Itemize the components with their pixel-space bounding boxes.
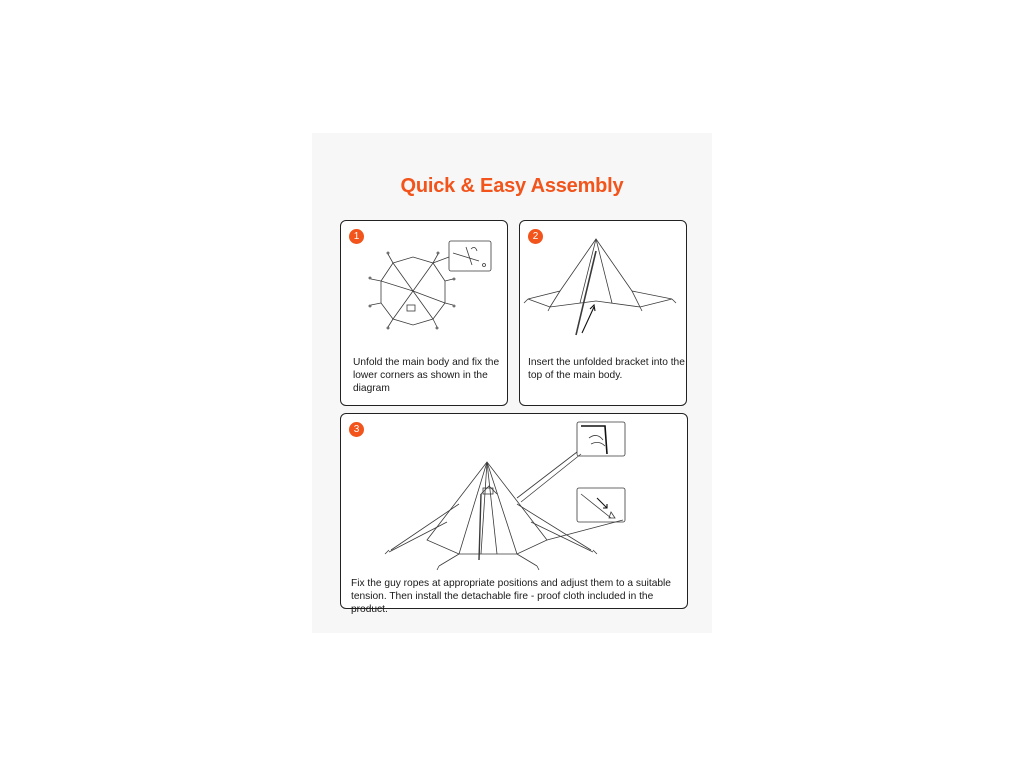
step-1-caption: Unfold the main body and fix the lower corners as shown in the diagram xyxy=(353,357,500,394)
step-2-caption: Insert the unfolded bracket into the top of the main body. xyxy=(528,357,685,381)
tent-floor-octagon-illustration xyxy=(341,221,509,356)
page-title: Quick & Easy Assembly xyxy=(400,175,624,197)
assembly-card xyxy=(312,133,712,633)
step-1-panel xyxy=(340,220,508,406)
tent-pole-insert-illustration xyxy=(520,221,688,356)
step-2-badge: 2 xyxy=(528,229,543,244)
step-2-panel xyxy=(519,220,687,406)
step-3-caption: Fix the guy ropes at appropriate positions and adjust them to a suitable tension. Then install the detachable fire - proof cloth included in the product. xyxy=(351,578,671,615)
step-1-badge: 1 xyxy=(349,229,364,244)
zoom-inset xyxy=(577,422,625,456)
tent-guy-rope-illustration xyxy=(341,414,689,574)
step-3-panel xyxy=(340,413,688,615)
step-3-badge: 3 xyxy=(349,422,364,437)
